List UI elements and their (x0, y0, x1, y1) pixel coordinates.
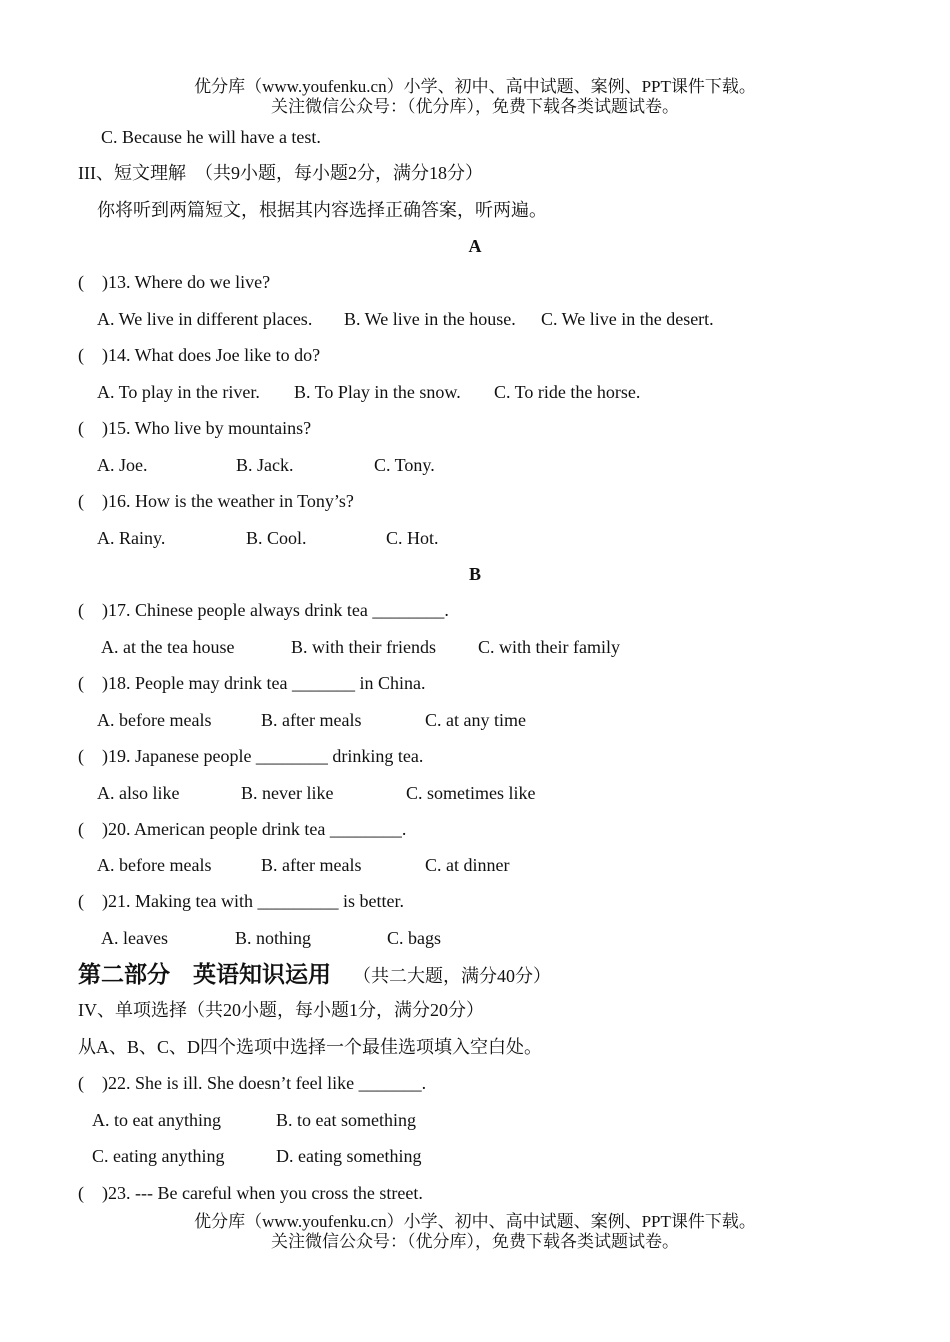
q20-option-b: B. after meals (261, 855, 362, 875)
q19-option-a: A. also like (97, 783, 180, 803)
q17-option-a: A. at the tea house (101, 637, 235, 657)
q18-option-b: B. after meals (261, 710, 362, 730)
q14-option-b: B. To Play in the snow. (294, 382, 461, 402)
part-2-subtitle: （共二大题，满分40分） (353, 966, 551, 986)
q13-option-b: B. We live in the house. (344, 309, 516, 329)
section-3-title: III、短文理解 （共9小题，每小题2分，满分18分） (78, 163, 483, 183)
question-15: ( )15. Who live by mountains? (78, 418, 312, 438)
question-17: ( )17. Chinese people always drink tea ________. (78, 600, 449, 620)
q16-option-b: B. Cool. (246, 528, 307, 548)
question-23: ( )23. --- Be careful when you cross the street. (78, 1183, 423, 1203)
q15-option-c: C. Tony. (374, 455, 435, 475)
q21-option-a: A. leaves (101, 928, 168, 948)
q18-option-a: A. before meals (97, 710, 212, 730)
part-b-heading: B (468, 564, 481, 584)
q20-option-a: A. before meals (97, 855, 212, 875)
q18-option-c: C. at any time (425, 710, 526, 730)
q15-option-a: A. Joe. (97, 455, 148, 475)
question-19: ( )19. Japanese people ________ drinking tea. (78, 746, 424, 766)
question-13: ( )13. Where do we live? (78, 272, 271, 292)
question-20: ( )20. American people drink tea ________. (78, 819, 407, 839)
footer-line-2: 关注微信公众号：（优分库），免费下载各类试题试卷。 (271, 1232, 679, 1251)
footer-line-1: 优分库（www.youfenku.cn）小学、初中、高中试题、案例、PPT课件下载。 (194, 1212, 756, 1231)
q22-option-c: C. eating anything (92, 1146, 225, 1166)
q21-option-b: B. nothing (235, 928, 312, 948)
q22-option-d: D. eating something (276, 1146, 422, 1166)
q17-option-b: B. with their friends (291, 637, 436, 657)
q21-option-c: C. bags (387, 928, 441, 948)
q15-option-b: B. Jack. (236, 455, 294, 475)
q14-option-a: A. To play in the river. (97, 382, 260, 402)
q17-option-c: C. with their family (478, 637, 620, 657)
q14-option-c: C. To ride the horse. (494, 382, 641, 402)
question-18: ( )18. People may drink tea _______ in China. (78, 673, 426, 693)
q16-option-a: A. Rainy. (97, 528, 166, 548)
q16-option-c: C. Hot. (386, 528, 439, 548)
part-a-heading: A (468, 236, 482, 256)
q20-option-c: C. at dinner (425, 855, 510, 875)
q22-option-a: A. to eat anything (92, 1110, 221, 1130)
q22-option-b: B. to eat something (276, 1110, 416, 1130)
part-2-title: 第二部分 英语知识运用 (78, 962, 331, 987)
carry-option: C. Because he will have a test. (101, 127, 321, 147)
q19-option-c: C. sometimes like (406, 783, 536, 803)
q13-option-c: C. We live in the desert. (541, 309, 714, 329)
question-22: ( )22. She is ill. She doesn’t feel like _______. (78, 1073, 427, 1093)
section-4-title: IV、单项选择（共20小题，每小题1分，满分20分） (78, 1000, 484, 1020)
header-line-2: 关注微信公众号：（优分库），免费下载各类试题试卷。 (271, 97, 679, 116)
question-14: ( )14. What does Joe like to do? (78, 345, 321, 365)
section-4-instruction: 从A、B、C、D四个选项中选择一个最佳选项填入空白处。 (78, 1037, 543, 1057)
header-line-1: 优分库（www.youfenku.cn）小学、初中、高中试题、案例、PPT课件下载。 (194, 77, 756, 96)
section-3-instruction: 你将听到两篇短文，根据其内容选择正确答案，听两遍。 (97, 200, 547, 220)
part-2-heading (78, 961, 551, 990)
question-16: ( )16. How is the weather in Tony’s? (78, 491, 354, 511)
question-21: ( )21. Making tea with _________ is better. (78, 891, 404, 911)
q19-option-b: B. never like (241, 783, 334, 803)
q13-option-a: A. We live in different places. (97, 309, 313, 329)
